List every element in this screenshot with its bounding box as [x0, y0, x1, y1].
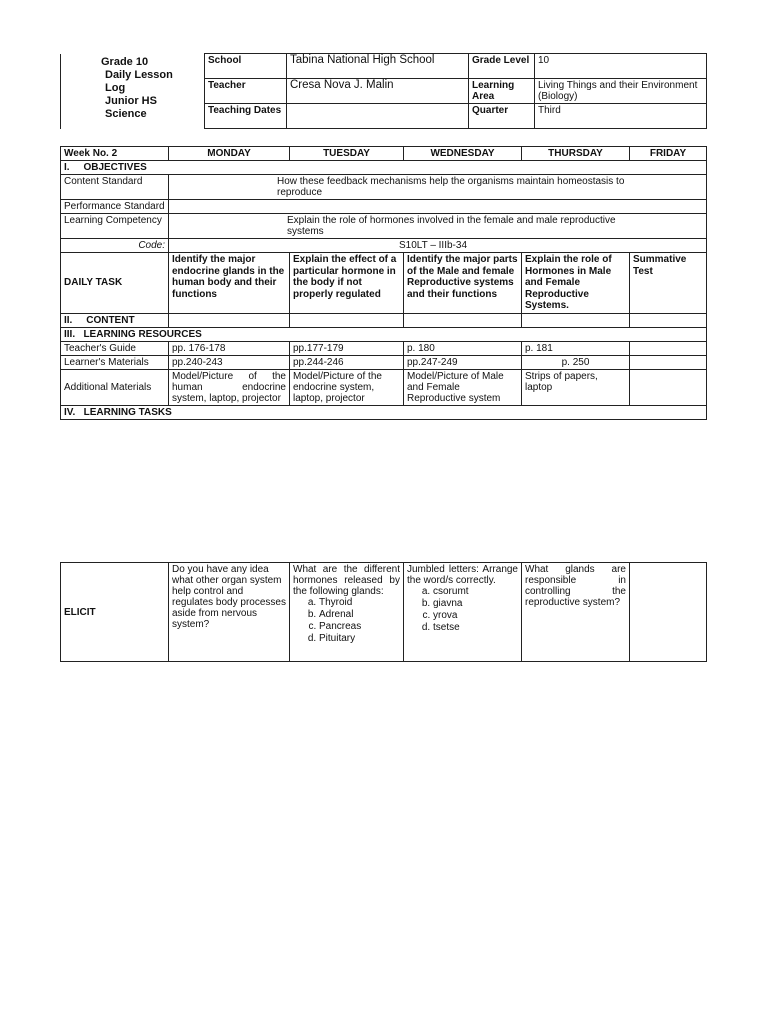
objectives-heading: I. OBJECTIVES: [61, 161, 707, 175]
content-cell: [630, 313, 707, 327]
daily-task-friday: Summative Test: [630, 253, 707, 314]
learners-materials-thursday: p. 250: [522, 355, 630, 369]
teachers-guide-tuesday: pp.177-179: [290, 341, 404, 355]
week-number: Week No. 2: [61, 147, 169, 161]
day-header-wednesday: WEDNESDAY: [404, 147, 522, 161]
teachers-guide-thursday: p. 181: [522, 341, 630, 355]
content-cell: [290, 313, 404, 327]
teachers-guide-wednesday: p. 180: [404, 341, 522, 355]
learning-competency-label: Learning Competency: [61, 214, 169, 239]
teachers-guide-friday: [630, 341, 707, 355]
elicit-wednesday-intro: Jumbled letters: Arrange the word/s correctly.: [407, 564, 518, 586]
additional-materials-tuesday: Model/Picture of the endocrine system, laptop, projector: [290, 369, 404, 405]
content-standard-label: Content Standard: [61, 175, 169, 200]
additional-materials-monday: Model/Picture of the human endocrine system, laptop, projector: [169, 369, 290, 405]
list-item: a. Thyroid: [319, 597, 400, 609]
elicit-friday: [630, 563, 707, 662]
quarter-label: Quarter: [469, 104, 535, 129]
performance-standard-value: [169, 200, 707, 214]
learning-area-label: Learning Area: [469, 79, 535, 104]
elicit-wednesday-list: [407, 586, 518, 634]
day-header-thursday: THURSDAY: [522, 147, 630, 161]
header-table: [60, 53, 707, 129]
grade-level-label: Grade Level: [469, 54, 535, 79]
school-label: School: [205, 54, 287, 79]
grade-title-line: Daily Lesson: [105, 68, 173, 81]
content-standard-value: How these feedback mechanisms help the organisms maintain homeostasis to reproduce: [169, 175, 707, 200]
content-cell: [522, 313, 630, 327]
additional-materials-label: Additional Materials: [61, 369, 169, 405]
learners-materials-tuesday: pp.244-246: [290, 355, 404, 369]
list-item: d. tsetse: [433, 622, 518, 634]
content-cell: [404, 313, 522, 327]
list-item: b. Adrenal: [319, 609, 400, 621]
additional-materials-wednesday: Model/Picture of Male and Female Reproductive system: [404, 369, 522, 405]
learners-materials-wednesday: pp.247-249: [404, 355, 522, 369]
day-header-tuesday: TUESDAY: [290, 147, 404, 161]
learners-materials-monday: pp.240-243: [169, 355, 290, 369]
learning-area-value: Living Things and their Environment (Biology): [535, 79, 707, 104]
code-value: S10LT – IIIb-34: [169, 239, 707, 253]
teaching-dates-label: Teaching Dates: [205, 104, 287, 129]
teaching-dates-value: [287, 104, 469, 129]
teacher-value: Cresa Nova J. Malin: [287, 79, 469, 104]
daily-task-wednesday: Identify the major parts of the Male and female Reproductive systems and their functions: [404, 253, 522, 314]
grade-title-line: Junior HS: [105, 94, 157, 107]
grade-level-value: 10: [535, 54, 707, 79]
daily-task-thursday: Explain the role of Hormones in Male and Female Reproductive Systems.: [522, 253, 630, 314]
learning-competency-value: Explain the role of hormones involved in the female and male reproductive systems: [169, 214, 707, 239]
list-item: c. Pancreas: [319, 621, 400, 633]
learners-materials-label: Learner's Materials: [61, 355, 169, 369]
school-value: Tabina National High School: [287, 54, 469, 79]
lesson-log-table: [60, 146, 707, 420]
list-item: a. csorumt: [433, 586, 518, 598]
elicit-tuesday-list: [293, 597, 400, 645]
list-item: d. Pituitary: [319, 633, 400, 645]
teachers-guide-label: Teacher's Guide: [61, 341, 169, 355]
day-header-friday: FRIDAY: [630, 147, 707, 161]
elicit-tuesday: [290, 563, 404, 662]
teachers-guide-monday: pp. 176-178: [169, 341, 290, 355]
grade-title-line: Log: [105, 81, 126, 94]
grade-title: [61, 54, 205, 129]
learners-materials-friday: [630, 355, 707, 369]
day-header-monday: MONDAY: [169, 147, 290, 161]
learning-resources-heading: III. LEARNING RESOURCES: [61, 327, 707, 341]
additional-materials-friday: [630, 369, 707, 405]
additional-materials-thursday: Strips of papers, laptop: [522, 369, 630, 405]
elicit-thursday: What glands are responsible in controlling the reproductive system?: [522, 563, 630, 662]
teacher-label: Teacher: [205, 79, 287, 104]
learning-tasks-heading: IV. LEARNING TASKS: [61, 405, 707, 419]
elicit-monday: Do you have any idea what other organ system help control and regulates body processes aside from nervous system?: [169, 563, 290, 662]
grade-title-line: Grade 10: [101, 55, 149, 68]
daily-task-label: DAILY TASK: [61, 253, 169, 314]
quarter-value: Third: [535, 104, 707, 129]
elicit-wednesday: [404, 563, 522, 662]
grade-title-line: Science: [105, 107, 147, 120]
list-item: c. yrova: [433, 610, 518, 622]
elicit-label: ELICIT: [61, 563, 169, 662]
performance-standard-label: Performance Standard: [61, 200, 169, 214]
daily-task-tuesday: Explain the effect of a particular hormone in the body if not properly regulated: [290, 253, 404, 314]
content-cell: [169, 313, 290, 327]
daily-task-monday: Identify the major endocrine glands in the human body and their functions: [169, 253, 290, 314]
code-label: Code:: [61, 239, 169, 253]
content-heading: II. CONTENT: [61, 313, 169, 327]
elicit-table: [60, 562, 707, 662]
elicit-tuesday-intro: What are the different hormones released by the following glands:: [293, 564, 400, 597]
list-item: b. giavna: [433, 598, 518, 610]
